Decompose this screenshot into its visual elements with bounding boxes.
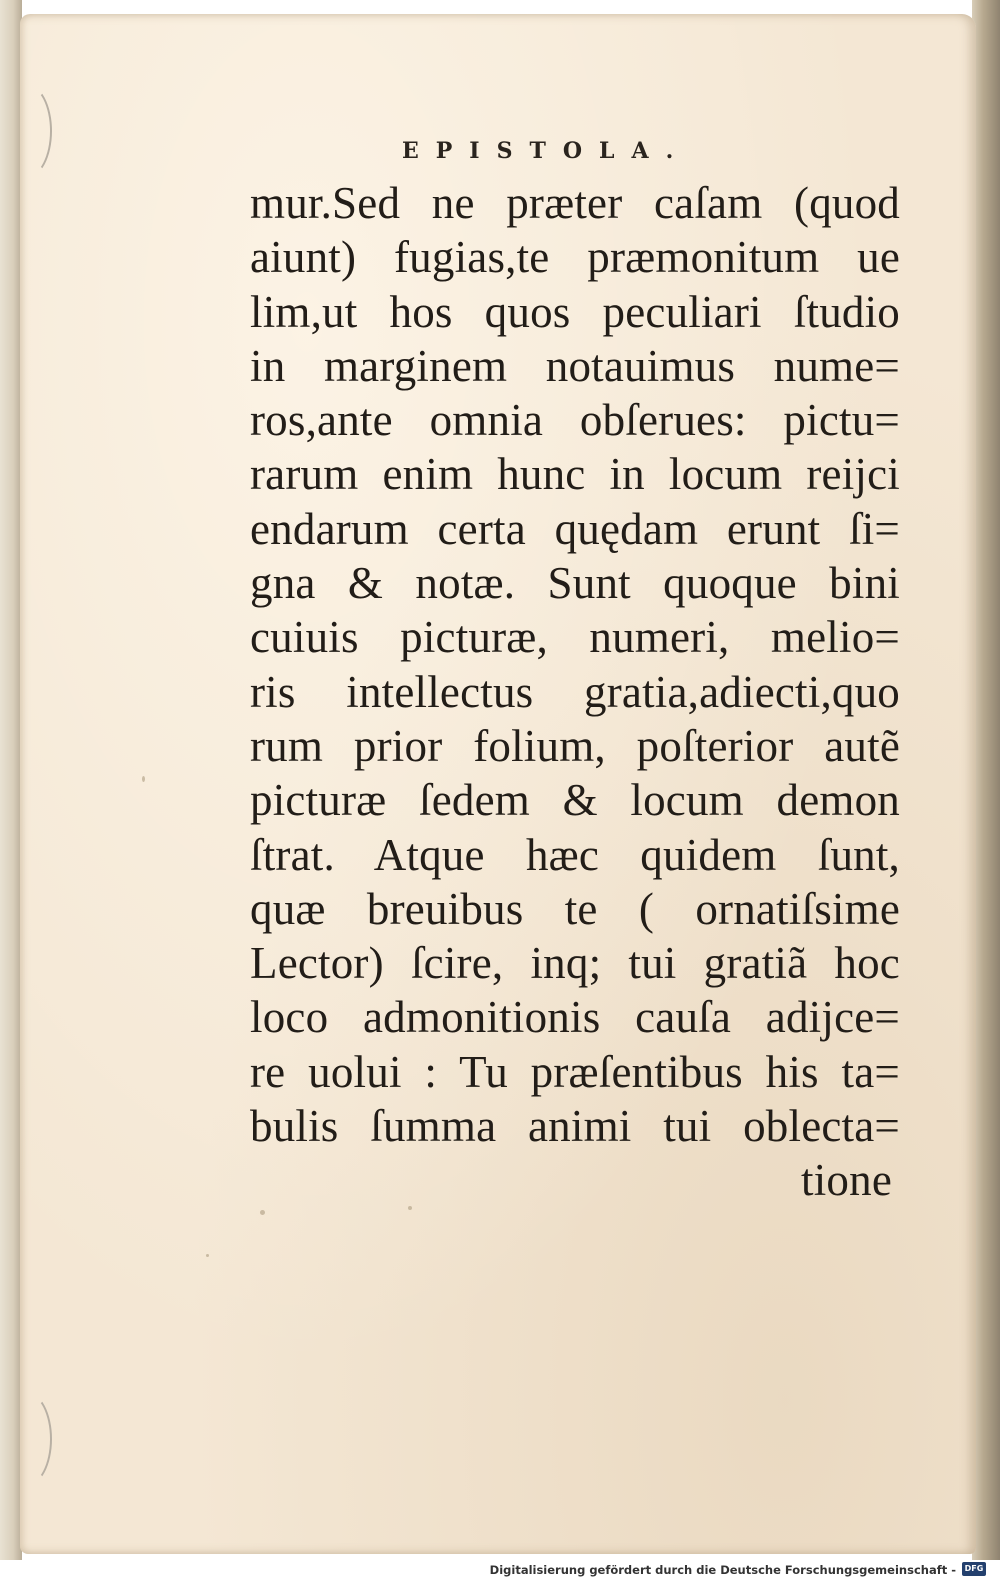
- text-line: mur.Sed ne præter caſam (quod: [250, 178, 900, 228]
- paper-speck: [142, 776, 145, 782]
- text-line: picturæ ſedem & locum demon: [250, 775, 900, 826]
- latin-text-block: [250, 176, 900, 1208]
- text-line: lim,ut hos quos peculiari ſtudio: [250, 286, 900, 337]
- text-line: ros,ante omnia obſerues: pictu=: [250, 395, 900, 446]
- digitization-credit: Digitalisierung gefördert durch die Deutsche Forschungsgemeinschaft -: [489, 1563, 956, 1577]
- text-line: bulis ſumma animi tui oblecta=: [250, 1101, 900, 1152]
- paper-speck: [206, 1254, 209, 1257]
- text-line: Lector) ſcire, inq; tui gratiã hoc: [250, 938, 900, 989]
- text-line: aiunt) fugias,te præmonitum ue: [250, 232, 900, 283]
- binding-ring-top: [2, 84, 52, 178]
- text-line: ſtrat. Atque hæc quidem ſunt,: [250, 829, 900, 880]
- text-line: ris intellectus gratia,adiecti,quo: [250, 666, 900, 717]
- text-line: endarum certa quędam erunt ſi=: [250, 503, 900, 554]
- paper-speck: [260, 1210, 265, 1215]
- running-head: EPISTOLA.: [402, 138, 691, 164]
- text-line: re uolui : Tu præſentibus his ta=: [250, 1046, 900, 1097]
- text-line: cuiuis picturæ, numeri, melio=: [250, 612, 900, 663]
- catchword: tione: [801, 1155, 892, 1206]
- binding-ring-bottom: [2, 1392, 52, 1486]
- text-line: gna & notæ. Sunt quoque bini: [250, 558, 900, 609]
- text-line: quæ breuibus te ( ornatiſsime: [250, 883, 900, 934]
- text-line: rarum enim hunc in locum reijci: [250, 449, 900, 500]
- dfg-logo: DFG: [962, 1562, 986, 1576]
- text-line: rum prior folium, poſterior autẽ: [250, 720, 900, 771]
- text-line: loco admonitionis cauſa adijce=: [250, 992, 900, 1043]
- text-line: in marginem notauimus nume=: [250, 340, 900, 391]
- page-stack-left-edge: [0, 0, 22, 1560]
- book-binding-right-edge: [972, 0, 1000, 1560]
